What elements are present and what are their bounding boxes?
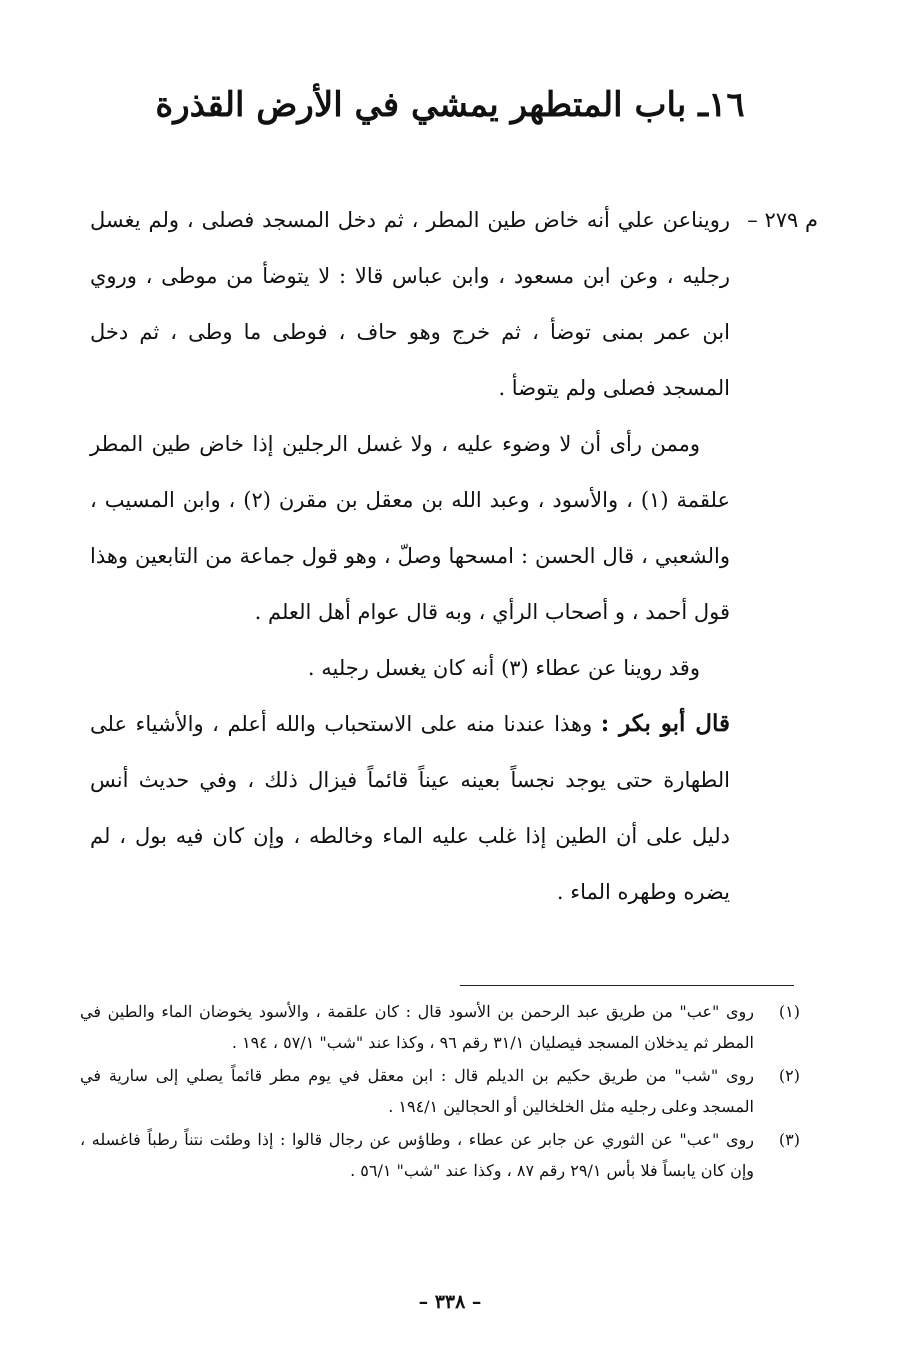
paragraph-narration: رويناعن علي أنه خاض طين المطر ، ثم دخل المسجد فصلى ، ولم يغسل رجليه ، وعن ابن مسعود ، وابن عباس قالا : لا يتوضأ من موطى ، وروي ابن عمر بمنى توضأ ، ثم خرج وهو حاف ، فوطى ما وطى ، ثم دخل المسجد فصلى ولم يتوضأ . [90,208,730,400]
footnote-divider [460,985,794,986]
paragraph-conclusion [90,696,730,920]
footnote-text: روى "عب" من طريق عبد الرحمن بن الأسود قال : كان علقمة ، والأسود يخوضان الماء والطين في المطر ثم يدخلان المسجد فيصليان ٣١/١ رقم ٩٦ ، وكذا عند "شب" ٥٧/١ ، ١٩٤ . [80,1002,754,1052]
entry-marker: م ٢٧٩ – [747,208,818,232]
speaker-label: قال أبو بكر : [600,710,730,737]
footnotes-list [80,996,800,1188]
chapter-title: ١٦ـ باب المتطهر يمشي في الأرض القذرة [155,85,745,125]
page-number: – ٣٣٨ – [418,1291,482,1313]
paragraph-ata: وقد روينا عن عطاء (٣) أنه كان يغسل رجليه . [307,656,700,680]
footnote-text: روى "شب" من طريق حكيم بن الديلم قال : ابن معقل في يوم مطر قائماً يصلي إلى سارية في المسجد وعلى رجليه مثل الخلخالين أو الحجالين ١٩٤/١ . [80,1066,754,1116]
footnote-number: (١) [778,1002,800,1021]
footnote-number: (٢) [778,1066,800,1085]
paragraph-opinions: وممن رأى أن لا وضوء عليه ، ولا غسل الرجلين إذا خاض طين المطر علقمة (١) ، والأسود ، وعبد الله بن معقل بن مقرن (٢) ، وابن المسيب ، والشعبي ، قال الحسن : امسحها وصلّ ، وهو قول جماعة من التابعين وهذا قول أحمد ، و أصحاب الرأي ، وبه قال عوام أهل العلم . [90,432,730,624]
footnote-item [80,996,800,1058]
footnote-number: (٣) [778,1130,800,1149]
main-text [90,192,730,920]
conclusion-text: وهذا عندنا منه على الاستحباب والله أعلم ، والأشياء على الطهارة حتى يوجد نجساً بعينه عيناً قائماً فيزال ذلك ، وفي حديث أنس دليل على أن الطين إذا غلب عليه الماء وخالطه ، وإن كان فيه بول ، لم يضره وطهره الماء . [90,712,730,904]
footnote-text: روى "عب" عن الثوري عن جابر عن عطاء ، وطاؤس عن رجال قالوا : إذا وطئت نتناً رطباً فاغسله ، وإن كان يابساً فلا بأس ٢٩/١ رقم ٨٧ ، وكذا عند "شب" ٥٦/١ . [80,1130,755,1180]
footnote-item [80,1124,800,1186]
footnote-item [80,1060,800,1122]
